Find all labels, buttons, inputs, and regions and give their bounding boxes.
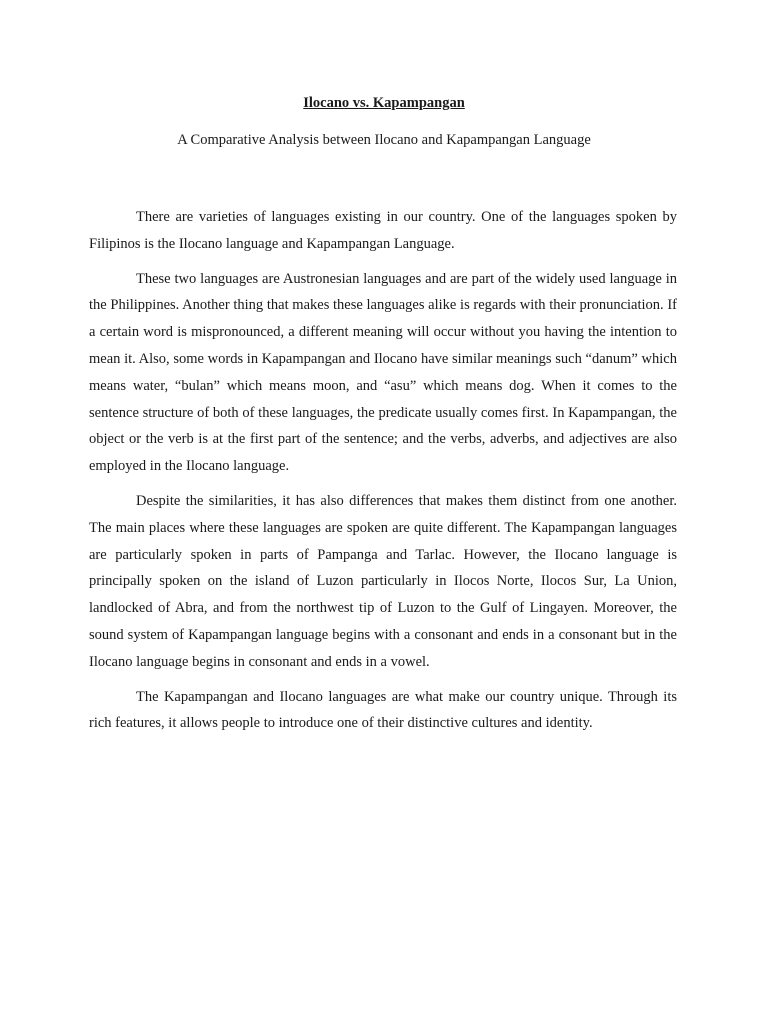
paragraph-similarities: These two languages are Austronesian languages and are part of the widely used language in the Philippines. Another thing that makes these languages alike is regards with their pronunciation. If a certain word is mispronounced, a different meaning will occur without you having the intention to mean it. Also, some words in Kapampangan and Ilocano have similar meanings such “danum” which means water, “bulan” which means moon, and “asu” which means dog. When it comes to the sentence structure of both of these languages, the predicate usually comes first. In Kapampangan, the object or the verb is at the first part of the sentence; and the verbs, adverbs, and adjectives are also employed in the Ilocano language.	[89, 270, 677, 475]
paragraph-conclusion: The Kapampangan and Ilocano languages are what make our country unique. Through its rich features, it allows people to introduce one of their distinctive cultures and identity.	[89, 688, 677, 732]
paragraph-intro: There are varieties of languages existing in our country. One of the languages spoken by Filipinos is the Ilocano language and Kapampangan Language.	[89, 209, 677, 252]
document-body	[89, 204, 677, 745]
document-subtitle: A Comparative Analysis between Ilocano and Kapampangan Language	[177, 132, 591, 148]
document-title: Ilocano vs. Kapampangan	[303, 95, 465, 111]
paragraph-differences: Despite the similarities, it has also differences that makes them distinct from one another. The main places where these languages are spoken are quite different. The Kapampangan languages are particularly spoken in parts of Pampanga and Tarlac. However, the Ilocano language is principally spoken on the island of Luzon particularly in Ilocos Norte, Ilocos Sur, La Union, landlocked of Abra, and from the northwest tip of Luzon to the Gulf of Lingayen. Moreover, the sound system of Kapampangan language begins with a consonant and ends in a consonant but in the Ilocano language begins in consonant and ends in a vowel.	[89, 492, 677, 670]
